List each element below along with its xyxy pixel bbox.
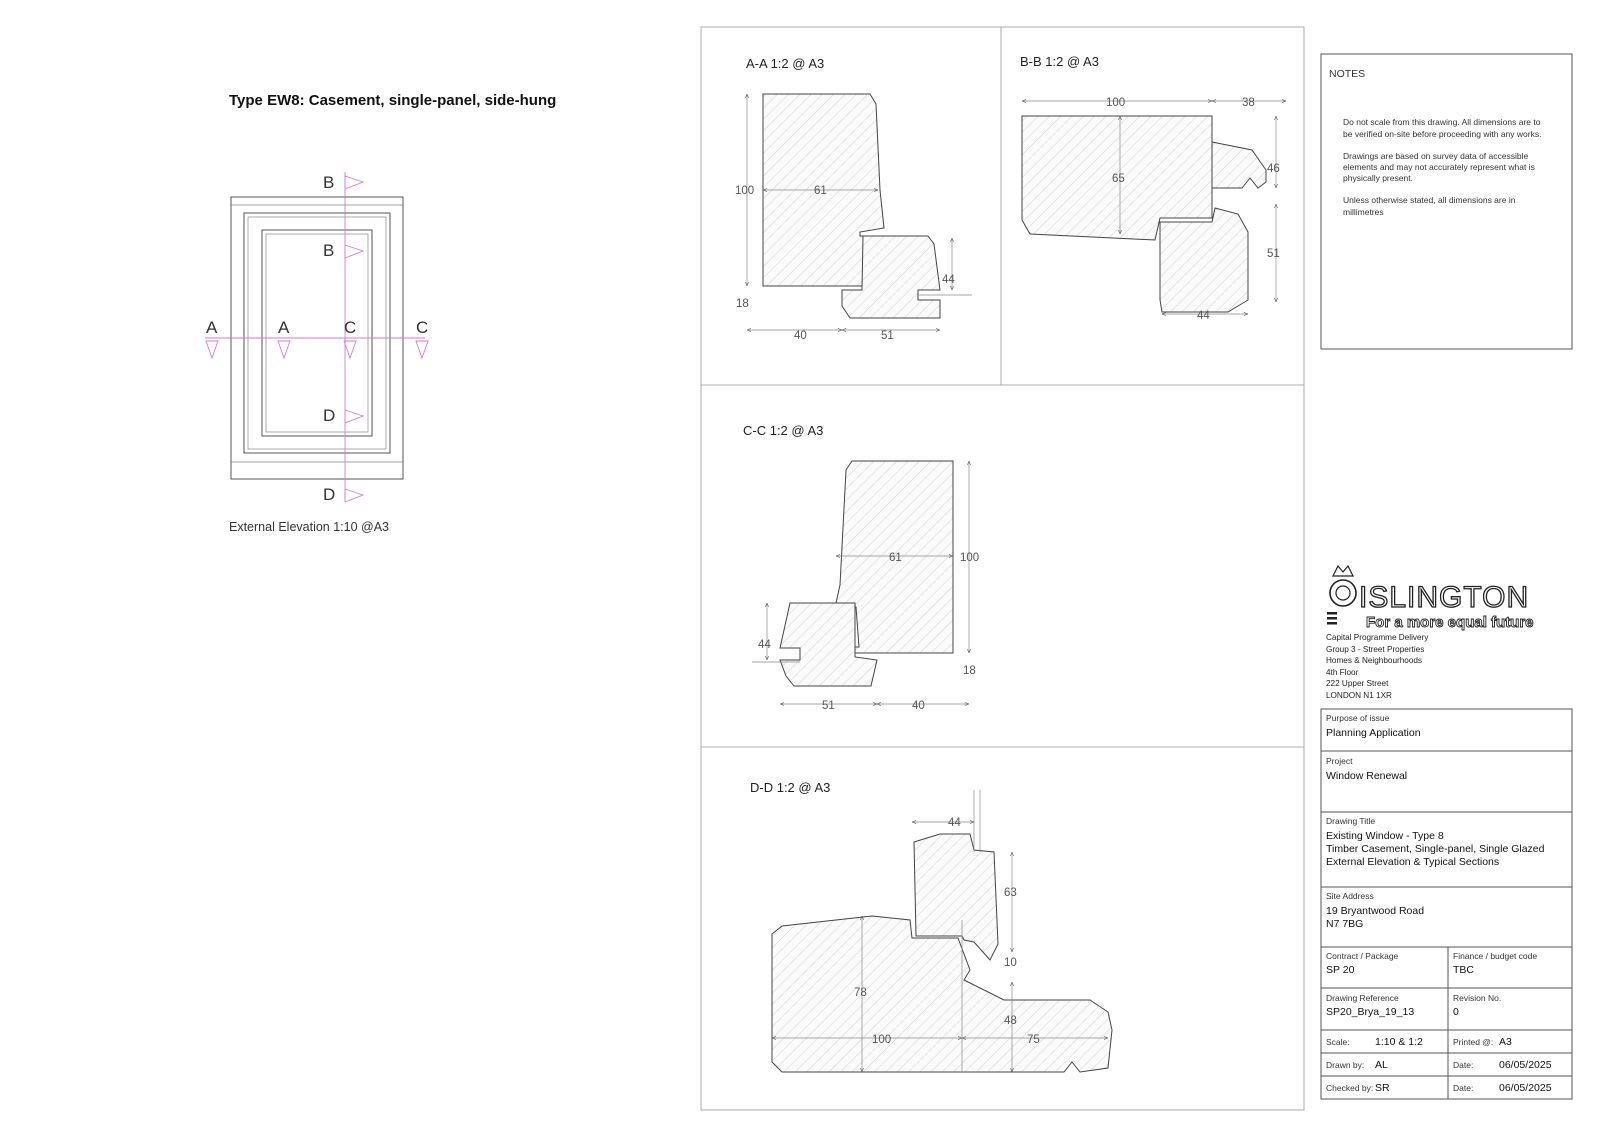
title-block bbox=[1321, 709, 1572, 1099]
section-bb-title: B-B 1:2 @ A3 bbox=[1020, 54, 1099, 69]
revision-label: Revision No. bbox=[1453, 993, 1502, 1003]
section-dd bbox=[750, 780, 1112, 1072]
drawing-ref-value: SP20_Brya_19_13 bbox=[1326, 1006, 1415, 1018]
marker-d-bottom: D bbox=[323, 485, 336, 504]
printed-label: Printed @: bbox=[1453, 1037, 1494, 1047]
date-value-1: 06/05/2025 bbox=[1499, 1059, 1552, 1071]
contract-value: SP 20 bbox=[1326, 964, 1355, 976]
marker-b-top: B bbox=[323, 173, 335, 192]
contract-label: Contract / Package bbox=[1326, 951, 1399, 961]
site-label: Site Address bbox=[1326, 891, 1374, 901]
note-2: Drawings are based on survey data of accessible elements and may not accurately represent what is physically present. bbox=[1343, 151, 1535, 183]
brand-tagline: For a more equal future bbox=[1366, 614, 1534, 631]
dim-aa-18: 18 bbox=[736, 298, 749, 310]
marker-d-inner: D bbox=[323, 406, 336, 425]
dim-dd-10: 10 bbox=[1004, 957, 1017, 969]
scale-label: Scale: bbox=[1326, 1037, 1350, 1047]
brand-name: ISLINGTON bbox=[1359, 581, 1530, 614]
checked-label: Checked by: bbox=[1326, 1083, 1374, 1093]
dim-aa-61: 61 bbox=[814, 185, 827, 197]
dim-dd-100: 100 bbox=[872, 1034, 892, 1046]
date-label-2: Date: bbox=[1453, 1083, 1474, 1093]
dim-dd-75: 75 bbox=[1027, 1034, 1040, 1046]
drawing-title-value: Existing Window - Type 8 Timber Casement, Single-panel, Single Glazed External Elevation & Typical Sections bbox=[1326, 830, 1545, 868]
elevation-caption: External Elevation 1:10 @A3 bbox=[229, 520, 390, 534]
note-3: Unless otherwise stated, all dimensions are in millimetres bbox=[1343, 195, 1516, 217]
dim-aa-51: 51 bbox=[881, 330, 894, 342]
drawn-label: Drawn by: bbox=[1326, 1060, 1365, 1070]
section-markers bbox=[206, 173, 428, 504]
note-1: Do not scale from this drawing. All dimensions are to be verified on-site before proceeding with any works. bbox=[1343, 117, 1542, 139]
dim-cc-61: 61 bbox=[889, 552, 902, 564]
dim-dd-78: 78 bbox=[854, 987, 867, 999]
printed-value: A3 bbox=[1499, 1036, 1512, 1048]
section-dd-sill-profile bbox=[772, 916, 1112, 1072]
dim-bb-46: 46 bbox=[1267, 163, 1280, 175]
notes-box bbox=[1321, 54, 1572, 349]
drawn-value: AL bbox=[1375, 1059, 1388, 1071]
purpose-value: Planning Application bbox=[1326, 727, 1421, 739]
dim-bb-65: 65 bbox=[1112, 173, 1125, 185]
dim-bb-38: 38 bbox=[1242, 97, 1255, 109]
section-dd-title: D-D 1:2 @ A3 bbox=[750, 780, 831, 795]
site-value: 19 Bryantwood Road N7 7BG bbox=[1326, 905, 1425, 930]
scale-value: 1:10 & 1:2 bbox=[1375, 1036, 1423, 1048]
drawing-ref-label: Drawing Reference bbox=[1326, 993, 1399, 1003]
finance-value: TBC bbox=[1453, 964, 1474, 976]
dim-bb-51: 51 bbox=[1267, 248, 1280, 260]
section-cc bbox=[743, 423, 979, 712]
date-value-2: 06/05/2025 bbox=[1499, 1082, 1552, 1094]
date-label-1: Date: bbox=[1453, 1060, 1474, 1070]
project-value: Window Renewal bbox=[1326, 770, 1408, 782]
dim-aa-40: 40 bbox=[794, 330, 807, 342]
islington-crest-icon bbox=[1327, 566, 1356, 625]
section-bb-drip-profile bbox=[1212, 142, 1266, 188]
purpose-label: Purpose of issue bbox=[1326, 713, 1390, 723]
section-bb bbox=[1020, 54, 1286, 322]
dim-bb-100: 100 bbox=[1106, 97, 1126, 109]
dim-cc-40: 40 bbox=[912, 700, 925, 712]
marker-c-outer: C bbox=[416, 318, 429, 337]
section-aa bbox=[735, 56, 972, 342]
dim-cc-100: 100 bbox=[960, 552, 980, 564]
dim-aa-100: 100 bbox=[735, 185, 755, 197]
elevation-title: Type EW8: Casement, single-panel, side-hung bbox=[229, 92, 557, 109]
dim-cc-18: 18 bbox=[963, 665, 976, 677]
marker-a-inner: A bbox=[278, 318, 290, 337]
section-cc-title: C-C 1:2 @ A3 bbox=[743, 423, 824, 438]
dim-cc-44: 44 bbox=[758, 639, 771, 651]
dim-dd-44: 44 bbox=[948, 817, 961, 829]
drawing-title-label: Drawing Title bbox=[1326, 816, 1376, 826]
islington-brand bbox=[1326, 566, 1534, 700]
brand-address: Capital Programme Delivery Group 3 - Street Properties Homes & Neighbourhoods 4th Floor 222 Upper Street LONDON N1 1XR bbox=[1326, 633, 1429, 700]
project-label: Project bbox=[1326, 756, 1353, 766]
marker-a-outer: A bbox=[206, 318, 218, 337]
section-aa-title: A-A 1:2 @ A3 bbox=[746, 56, 825, 71]
section-bb-sash-profile bbox=[1160, 208, 1248, 312]
dim-cc-51: 51 bbox=[822, 700, 835, 712]
revision-value: 0 bbox=[1453, 1006, 1459, 1018]
notes-heading: NOTES bbox=[1329, 68, 1366, 80]
checked-value: SR bbox=[1375, 1082, 1390, 1094]
dim-dd-63: 63 bbox=[1004, 887, 1017, 899]
external-elevation bbox=[205, 92, 556, 534]
dim-bb-44: 44 bbox=[1197, 310, 1210, 322]
finance-label: Finance / budget code bbox=[1453, 951, 1538, 961]
dim-aa-44: 44 bbox=[942, 274, 955, 286]
marker-c-inner: C bbox=[344, 318, 357, 337]
marker-b-inner: B bbox=[323, 241, 335, 260]
dim-dd-48: 48 bbox=[1004, 1015, 1017, 1027]
